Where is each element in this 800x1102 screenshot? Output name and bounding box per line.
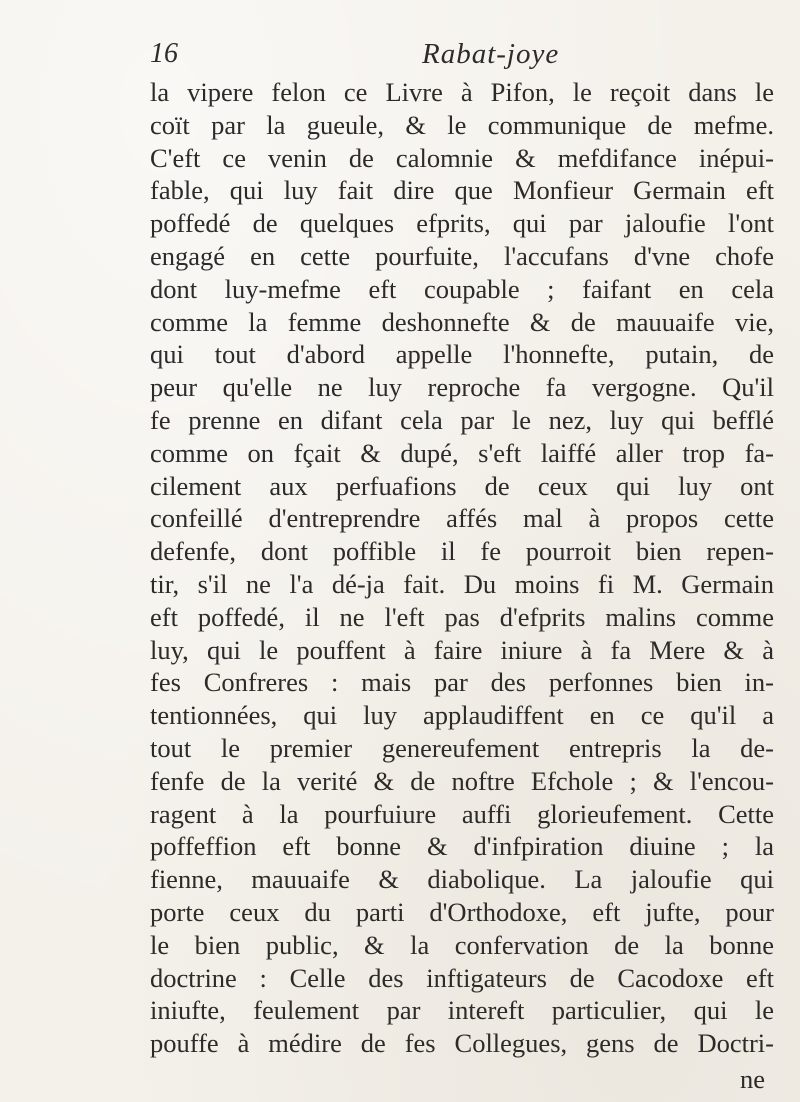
text-line: ragent à la pourfuiure auffi glorieufement. Cette bbox=[150, 798, 774, 829]
page-header bbox=[150, 38, 770, 78]
text-line: poffedé de quelques efprits, qui par jaloufie l'ont bbox=[150, 208, 774, 239]
page-number: 16 bbox=[150, 38, 178, 69]
running-head: Rabat-joye bbox=[422, 38, 560, 70]
text-line: fenfe de la verité & de noftre Efchole ; & l'encou- bbox=[150, 765, 774, 796]
text-line: tout le premier genereufement entrepris la de- bbox=[150, 732, 774, 763]
text-line: eft poffedé, il ne l'eft pas d'efprits malins comme bbox=[150, 601, 774, 632]
text-line: fienne, mauuaife & diabolique. La jaloufie qui bbox=[150, 864, 774, 895]
text-line: poffeffion eft bonne & d'infpiration diuine ; la bbox=[150, 831, 774, 862]
text-line: peur qu'elle ne luy reproche fa vergogne. Qu'il bbox=[150, 372, 774, 403]
text-line: iniufte, feulement par intereft particulier, qui le bbox=[150, 995, 774, 1026]
text-line: qui tout d'abord appelle l'honnefte, putain, de bbox=[150, 339, 774, 370]
text-line: coït par la gueule, & le communique de mefme. bbox=[150, 109, 774, 140]
text-line: porte ceux du parti d'Orthodoxe, eft jufte, pour bbox=[150, 896, 774, 927]
text-line: cilement aux perfuafions de ceux qui luy ont bbox=[150, 470, 774, 501]
body-text bbox=[150, 76, 774, 1060]
text-line: confeillé d'entreprendre affés mal à propos cette bbox=[150, 503, 774, 534]
text-line: defenfe, dont poffible il fe pourroit bien repen- bbox=[150, 536, 774, 567]
text-line: C'eft ce venin de calomnie & mefdifance inépui- bbox=[150, 142, 774, 173]
text-line: luy, qui le pouffent à faire iniure à fa Mere & à bbox=[150, 634, 774, 665]
text-line: fe prenne en difant cela par le nez, luy qui befflé bbox=[150, 404, 774, 435]
text-line: fable, qui luy fait dire que Monfieur Germain eft bbox=[150, 175, 774, 206]
text-line: doctrine : Celle des inftigateurs de Cacodoxe eft bbox=[150, 962, 774, 993]
text-line: fes Confreres : mais par des perfonnes bien in- bbox=[150, 667, 774, 698]
text-line: tentionnées, qui luy applaudiffent en ce qu'il a bbox=[150, 700, 774, 731]
text-line: la vipere felon ce Livre à Pifon, le reçoit dans le bbox=[150, 77, 774, 107]
text-line: pouffe à médire de fes Collegues, gens de Doctri- bbox=[150, 1028, 774, 1059]
text-line: dont luy-mefme eft coupable ; faifant en cela bbox=[150, 273, 774, 304]
text-line: le bien public, & la confervation de la bonne bbox=[150, 929, 774, 960]
catchword: ne bbox=[740, 1064, 766, 1094]
text-line: tir, s'il ne l'a dé-ja fait. Du moins fi M. Germain bbox=[150, 568, 774, 599]
text-line: comme la femme deshonnefte & de mauuaife vie, bbox=[150, 306, 774, 337]
text-line: engagé en cette pourfuite, l'accufans d'vne chofe bbox=[150, 240, 774, 271]
text-line: comme on fçait & dupé, s'eft laiffé aller trop fa- bbox=[150, 437, 774, 468]
